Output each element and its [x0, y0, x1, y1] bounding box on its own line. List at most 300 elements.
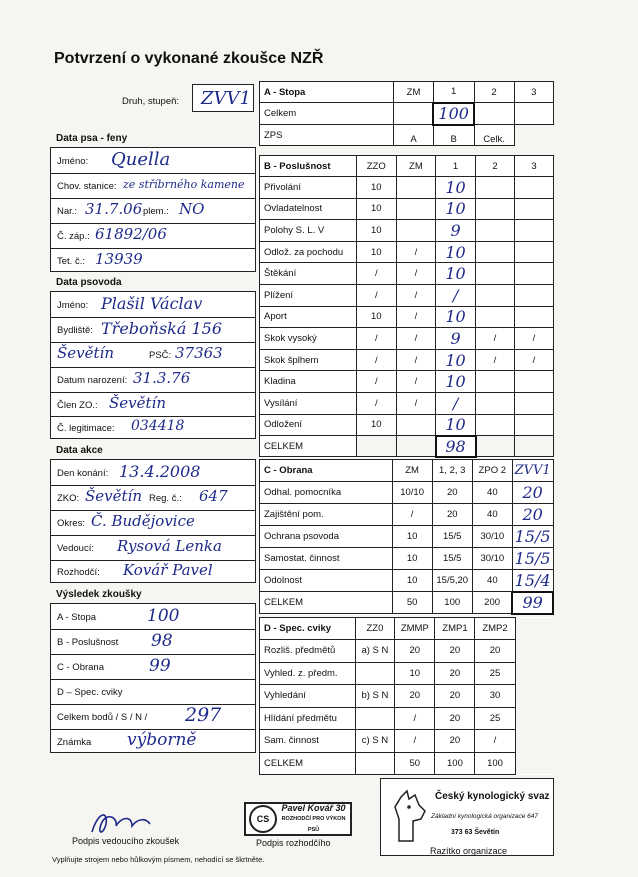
seal-title: Český kynologický svaz [435, 791, 550, 802]
poslusnost-row-3[interactable] [514, 241, 553, 263]
obrana-row-zm: 10 [392, 548, 432, 570]
stopa-zps-a: A [394, 125, 434, 146]
poslusnost-row-1-value: 10 [445, 199, 466, 219]
poslusnost-row-2[interactable] [476, 284, 515, 306]
page-title: Potvrzení o vykonané zkoušce NZŘ [54, 50, 324, 67]
obrana-row-v-value: 15/5 [514, 549, 551, 568]
poslusnost-row-name: Ovladatelnost [260, 198, 357, 220]
poslusnost-row-name: Odlož. za pochodu [260, 241, 357, 263]
spec-row-name: Hlídání předmětu [260, 707, 356, 730]
obrana-header-zpo2: ZPO 2 [472, 460, 512, 482]
seal-city: 373 63 Ševětín [451, 829, 500, 836]
feny-jmeno-label: Jméno: [57, 156, 89, 167]
obrana-header-title: C - Obrana [260, 460, 393, 482]
dog-head-icon [391, 789, 427, 843]
poslusnost-row-3[interactable] [514, 263, 553, 285]
spec-row-zmp2: 25 [475, 662, 515, 685]
stopa-header-row [260, 82, 554, 103]
akce-rozhodci-field[interactable] [51, 560, 255, 583]
spec-row-empty [515, 640, 553, 663]
stopa-celkem-1[interactable] [433, 103, 474, 125]
poslusnost-row-zzo: 10 [356, 414, 396, 436]
poslusnost-row-1-value: 9 [450, 328, 461, 348]
spec-header-zz0: ZZ0 [355, 618, 395, 640]
obrana-row-123: 20 [432, 504, 472, 526]
poslusnost-row-name: Štěkání [260, 263, 357, 285]
spec-row-zmp2: 20 [475, 640, 515, 663]
psovod-jmeno-field[interactable] [51, 292, 255, 318]
spec-row-zmp1: 20 [435, 662, 475, 685]
poslusnost-row-1[interactable] [436, 349, 476, 371]
akce-vedouci-label: Vedoucí: [57, 543, 94, 554]
stopa-celkem-zm[interactable] [394, 103, 434, 125]
vysledek-c-value: 99 [149, 656, 171, 676]
poslusnost-celkem-2 [476, 436, 515, 457]
vysledek-box [50, 603, 256, 753]
stopa-header-2: 2 [474, 82, 514, 103]
vysledek-a-field[interactable] [51, 604, 255, 630]
feny-jmeno-value: Quella [111, 149, 171, 170]
poslusnost-row-1[interactable] [436, 371, 476, 393]
obrana-row-name: Zajištění pom. [260, 504, 393, 526]
poslusnost-row-1-value: 10 [445, 177, 466, 197]
spec-row [260, 640, 554, 663]
feny-nar-label: Nar.: [57, 206, 78, 217]
obrana-row [260, 504, 554, 526]
psovod-mesto-field[interactable] [51, 342, 255, 368]
poslusnost-row-3[interactable] [514, 220, 553, 242]
obrana-celkem-label: CELKEM [260, 592, 393, 614]
poslusnost-celkem-row [260, 436, 554, 457]
poslusnost-row-name: Skok šplhem [260, 349, 357, 371]
poslusnost-row [260, 177, 554, 199]
vysledek-c-label: C - Obrana [57, 662, 104, 673]
poslusnost-header-zzo: ZZO [356, 156, 396, 177]
obrana-row-name: Odolnost [260, 570, 393, 592]
poslusnost-row-zm: / [396, 263, 435, 285]
spec-celkem-zmp1: 100 [435, 752, 475, 774]
poslusnost-header-1: 1 [436, 156, 476, 177]
poslusnost-row [260, 284, 554, 306]
poslusnost-celkem-zzo [356, 436, 396, 457]
spec-row-zmp2: / [475, 730, 515, 753]
poslusnost-row-2[interactable] [476, 414, 515, 436]
spec-row-zmp1: 20 [435, 730, 475, 753]
poslusnost-row [260, 198, 554, 220]
feny-nar-field[interactable] [51, 198, 255, 224]
poslusnost-row-zzo: 10 [356, 241, 396, 263]
spec-row-zz0[interactable]: c) S N [355, 730, 395, 753]
stopa-celkem-label: Celkem [260, 103, 394, 125]
stopa-header-zm: ZM [394, 82, 434, 103]
poslusnost-row-1[interactable] [436, 328, 476, 350]
poslusnost-header-row [260, 156, 554, 177]
poslusnost-row-1-value: / [452, 393, 459, 413]
stamp-sub: ROZHODČÍ PRO VÝKON PSŮ [281, 815, 346, 833]
poslusnost-row-1-value: 10 [445, 415, 466, 435]
section-vysledek: Výsledek zkoušky [56, 589, 142, 600]
poslusnost-row [260, 241, 554, 263]
spec-row-empty [515, 662, 553, 685]
razitko-label: Razítko organizace [430, 846, 508, 856]
feny-plem-label: plem.: [143, 206, 169, 217]
poslusnost-row-1[interactable] [436, 220, 476, 242]
poslusnost-row-1-value: 10 [445, 242, 466, 262]
poslusnost-table [259, 155, 554, 458]
akce-okres-label: Okres: [57, 518, 85, 529]
obrana-celkem-a: 100 [432, 592, 472, 614]
poslusnost-row-zzo: / [356, 263, 396, 285]
psovod-legitimace-value: 034418 [131, 418, 185, 434]
stopa-celkem-value: 100 [438, 104, 469, 123]
spec-row-zmmp: / [395, 707, 435, 730]
vysledek-b-label: B - Poslušnost [57, 637, 119, 648]
akce-box [50, 459, 256, 583]
spec-row [260, 730, 554, 753]
poslusnost-row-2[interactable] [476, 306, 515, 328]
poslusnost-row-zm: / [396, 241, 435, 263]
psovod-legitimace-field[interactable] [51, 416, 255, 439]
vysledek-celkem-label: Celkem bodů / S / N / [57, 712, 148, 723]
poslusnost-row-2[interactable] [476, 263, 515, 285]
vysledek-znamka-label: Známka [57, 737, 92, 748]
feny-jmeno-field[interactable] [51, 148, 255, 174]
poslusnost-row-3[interactable] [514, 177, 553, 199]
poslusnost-row [260, 414, 554, 436]
feny-box [50, 147, 256, 272]
poslusnost-row-1[interactable] [436, 263, 476, 285]
psovod-clen-label: Člen ZO.: [57, 400, 98, 411]
spec-row-empty [515, 685, 553, 708]
spec-table [259, 617, 554, 775]
spec-row-zmp2: 30 [475, 685, 515, 708]
poslusnost-celkem-value: 98 [445, 436, 466, 456]
obrana-row-zpo: 30/10 [472, 548, 512, 570]
obrana-row-v[interactable] [512, 548, 553, 570]
stopa-celkem-2[interactable] [474, 103, 514, 125]
psovod-datum-label: Datum narození: [57, 375, 128, 386]
poslusnost-row [260, 220, 554, 242]
poslusnost-row-1[interactable] [436, 392, 476, 414]
obrana-row-zm: / [392, 504, 432, 526]
spec-row-name: Rozliš. předmětů [260, 640, 356, 663]
vedouci-signature [88, 808, 160, 838]
poslusnost-row-2[interactable] [476, 392, 515, 414]
obrana-row-v-value: 15/4 [514, 570, 551, 590]
spec-row-name: Vyhled. z. předm. [260, 662, 356, 685]
poslusnost-header-2: 2 [476, 156, 515, 177]
poslusnost-row-1-value: 9 [450, 220, 461, 240]
poslusnost-row [260, 371, 554, 393]
stopa-celkem-row [260, 103, 554, 125]
obrana-row-zpo: 40 [472, 570, 512, 592]
akce-reg-value: 647 [199, 487, 228, 505]
stopa-zps-celk: Celk. [474, 125, 514, 146]
poslusnost-row-zm [396, 220, 435, 242]
obrana-row-123: 20 [432, 482, 472, 504]
spec-row-zmp1: 20 [435, 640, 475, 663]
poslusnost-row-zzo: / [356, 349, 396, 371]
obrana-celkem-zpo: 200 [472, 592, 512, 614]
poslusnost-row-3[interactable]: / [514, 328, 553, 350]
druh-field[interactable] [192, 84, 254, 112]
obrana-header-zvv1-value: ZVV1 [514, 463, 551, 478]
feny-tet-label: Tet. č.: [57, 256, 85, 267]
obrana-row-zm: 10 [392, 526, 432, 548]
poslusnost-row-1-value: 10 [445, 264, 466, 284]
spec-celkem-label: CELKEM [260, 752, 356, 774]
spec-row-name: Sam. činnost [260, 730, 356, 753]
obrana-row [260, 548, 554, 570]
vedouci-signature-label: Podpis vedoucího zkoušek [72, 836, 180, 846]
spec-row-zz0[interactable] [355, 662, 395, 685]
obrana-header-row [260, 460, 554, 482]
poslusnost-row-1[interactable] [436, 198, 476, 220]
psovod-bydliste-value: Třeboňská 156 [101, 319, 223, 338]
spec-celkem-empty [515, 752, 553, 774]
vysledek-znamka-field[interactable] [51, 729, 255, 753]
feny-tet-field[interactable] [51, 248, 255, 272]
poslusnost-row-zm: / [396, 306, 435, 328]
vysledek-d-field[interactable] [51, 679, 255, 705]
poslusnost-row-3[interactable] [514, 371, 553, 393]
akce-okres-value: Č. Budějovice [91, 512, 195, 530]
psovod-bydliste-field[interactable] [51, 317, 255, 343]
feny-stanice-value: ze stříbrného kamene [123, 178, 245, 191]
spec-row-zmmp: / [395, 730, 435, 753]
feny-zap-label: Č. záp.: [57, 231, 90, 242]
spec-header-zmmp: ZMMP [395, 618, 435, 640]
poslusnost-row-2[interactable] [476, 177, 515, 199]
poslusnost-row-zzo: 10 [356, 177, 396, 199]
poslusnost-row-zzo: / [356, 392, 396, 414]
poslusnost-row-3[interactable] [514, 414, 553, 436]
poslusnost-row-zm [396, 414, 435, 436]
vysledek-a-label: A - Stopa [57, 612, 97, 623]
obrana-row-v-value: 20 [522, 483, 543, 502]
poslusnost-row-3[interactable] [514, 392, 553, 414]
spec-row [260, 707, 554, 730]
poslusnost-row-1-value: 10 [445, 350, 466, 370]
obrana-celkem-zm: 50 [392, 592, 432, 614]
feny-zap-field[interactable] [51, 223, 255, 249]
section-psovod: Data psovoda [56, 277, 122, 288]
psovod-bydliste-label: Bydliště: [57, 325, 93, 336]
poslusnost-row-1[interactable] [436, 177, 476, 199]
obrana-header-zm: ZM [392, 460, 432, 482]
stopa-zps-row [260, 125, 554, 146]
poslusnost-row-1-value: 10 [445, 307, 466, 327]
stopa-celkem-3[interactable] [514, 103, 553, 125]
poslusnost-row-1[interactable] [436, 414, 476, 436]
feny-stanice-field[interactable] [51, 173, 255, 199]
stopa-zps-empty [514, 125, 553, 146]
feny-tet-value: 13939 [95, 250, 143, 268]
rozhodci-stamp [244, 802, 352, 836]
psovod-psc-value: 37363 [175, 344, 223, 362]
poslusnost-row-1[interactable] [436, 306, 476, 328]
akce-zko-value: Ševětín [85, 487, 142, 505]
vysledek-b-field[interactable] [51, 629, 255, 655]
spec-row-zz0[interactable]: a) S N [355, 640, 395, 663]
poslusnost-row-zzo: 10 [356, 198, 396, 220]
spec-row [260, 662, 554, 685]
akce-den-label: Den konání: [57, 468, 109, 479]
psovod-legitimace-label: Č. legitimace: [57, 423, 115, 434]
poslusnost-row-zzo: / [356, 371, 396, 393]
obrana-celkem-value: 99 [522, 593, 543, 612]
footer-note: Vyplňujte strojem nebo hůlkovým písmem, nehodící se škrtněte. [52, 855, 265, 864]
poslusnost-row-zm: / [396, 392, 435, 414]
poslusnost-row [260, 392, 554, 414]
spec-celkem-zmp2: 100 [475, 752, 515, 774]
poslusnost-row-name: Kladina [260, 371, 357, 393]
akce-rozhodci-label: Rozhodčí: [57, 567, 100, 578]
obrana-celkem-row [260, 592, 554, 614]
spec-row-empty [515, 730, 553, 753]
obrana-row-name: Ochrana psovoda [260, 526, 393, 548]
spec-row-zmmp: 20 [395, 685, 435, 708]
poslusnost-row-zm: / [396, 371, 435, 393]
psovod-jmeno-label: Jméno: [57, 300, 89, 311]
poslusnost-row-name: Skok vysoký [260, 328, 357, 350]
akce-vedouci-value: Rysová Lenka [117, 537, 222, 555]
spec-row-zmmp: 10 [395, 662, 435, 685]
poslusnost-celkem-3 [514, 436, 553, 457]
obrana-row-zm: 10 [392, 570, 432, 592]
poslusnost-row-3[interactable] [514, 198, 553, 220]
feny-zap-value: 61892/06 [95, 225, 167, 243]
stopa-header-1: 1 [433, 82, 474, 103]
poslusnost-row-2[interactable] [476, 220, 515, 242]
spec-header-zmp2: ZMP2 [475, 618, 515, 640]
spec-celkem-row [260, 752, 554, 774]
poslusnost-celkem-zm [396, 436, 435, 457]
spec-row-name: Vyhledání [260, 685, 356, 708]
poslusnost-row-zm: / [396, 284, 435, 306]
poslusnost-celkem-1[interactable] [436, 436, 476, 457]
akce-zko-field[interactable] [51, 485, 255, 511]
stopa-header-title: A - Stopa [260, 82, 394, 103]
obrana-celkem-v[interactable] [512, 592, 553, 614]
obrana-row-123: 15/5 [432, 526, 472, 548]
poslusnost-row-2[interactable]: / [476, 349, 515, 371]
poslusnost-row-name: Plížení [260, 284, 357, 306]
poslusnost-row-2[interactable] [476, 241, 515, 263]
feny-stanice-label: Chov. stanice: [57, 181, 117, 192]
spec-row [260, 685, 554, 708]
psovod-jmeno-value: Plašil Václav [101, 294, 203, 313]
psovod-datum-value: 31.3.76 [133, 369, 191, 387]
poslusnost-row-zm [396, 177, 435, 199]
vysledek-d-label: D – Spec. cviky [57, 687, 123, 698]
akce-okres-field[interactable] [51, 510, 255, 536]
akce-den-value: 13.4.2008 [119, 462, 201, 481]
organization-seal [380, 778, 554, 856]
poslusnost-row-3[interactable]: / [514, 349, 553, 371]
poslusnost-celkem-label: CELKEM [260, 436, 357, 457]
obrana-row-zm: 10/10 [392, 482, 432, 504]
obrana-row-zpo: 30/10 [472, 526, 512, 548]
stopa-zps-b: B [433, 125, 474, 146]
poslusnost-row-name: Odložení [260, 414, 357, 436]
poslusnost-row-zm [396, 198, 435, 220]
stopa-zps-label: ZPS [260, 125, 394, 146]
obrana-row-v[interactable] [512, 526, 553, 548]
rozhodci-signature-label: Podpis rozhodčího [256, 838, 331, 848]
poslusnost-row-2[interactable] [476, 198, 515, 220]
stamp-logo-icon: CS [249, 805, 277, 833]
spec-header-row [260, 618, 554, 640]
akce-reg-label: Reg. č.: [149, 493, 182, 504]
poslusnost-row-2[interactable] [476, 371, 515, 393]
poslusnost-row-name: Přivolání [260, 177, 357, 199]
spec-celkem-zz0 [355, 752, 395, 774]
obrana-row [260, 570, 554, 592]
vysledek-c-field[interactable] [51, 654, 255, 680]
druh-label: Druh, stupeň: [122, 96, 180, 107]
akce-vedouci-field[interactable] [51, 535, 255, 561]
obrana-row-v-value: 15/5 [514, 527, 551, 546]
spec-header-empty [515, 618, 553, 640]
obrana-row-123: 15/5,20 [432, 570, 472, 592]
poslusnost-row-1[interactable] [436, 241, 476, 263]
poslusnost-row-3[interactable] [514, 306, 553, 328]
vysledek-b-value: 98 [151, 631, 173, 651]
vysledek-celkem-field[interactable] [51, 704, 255, 730]
psovod-datum-field[interactable] [51, 367, 255, 393]
spec-row-zz0[interactable] [355, 707, 395, 730]
poslusnost-row-zzo: 10 [356, 306, 396, 328]
spec-row-empty [515, 707, 553, 730]
poslusnost-row-zm: / [396, 328, 435, 350]
spec-row-zmp1: 20 [435, 707, 475, 730]
druh-value: ZVV1 [201, 88, 251, 109]
obrana-row-123: 15/5 [432, 548, 472, 570]
obrana-row-name: Odhal. pomocníka [260, 482, 393, 504]
poslusnost-row-name: Vysílání [260, 392, 357, 414]
psovod-mesto-value: Ševětín [57, 344, 114, 362]
poslusnost-row-3[interactable] [514, 284, 553, 306]
akce-den-field[interactable] [51, 460, 255, 486]
poslusnost-row-zzo: / [356, 328, 396, 350]
poslusnost-row-name: Aport [260, 306, 357, 328]
poslusnost-row-zzo: / [356, 284, 396, 306]
obrana-row-zpo: 40 [472, 504, 512, 526]
stamp-name: Pavel Kovář 30 [281, 802, 346, 813]
spec-row-zz0[interactable]: b) S N [355, 685, 395, 708]
feny-plem-value: NO [179, 200, 205, 218]
spec-header-zmp1: ZMP1 [435, 618, 475, 640]
spec-row-zmp1: 20 [435, 685, 475, 708]
obrana-row-v-value: 20 [522, 505, 543, 524]
psovod-clen-field[interactable] [51, 392, 255, 417]
poslusnost-header-title: B - Poslušnost [260, 156, 357, 177]
poslusnost-row-zzo: 10 [356, 220, 396, 242]
stopa-table [259, 81, 554, 146]
poslusnost-row-1-value: / [452, 285, 459, 305]
obrana-table [259, 459, 554, 615]
feny-nar-value: 31.7.06 [85, 200, 143, 218]
obrana-row-v[interactable] [512, 482, 553, 504]
obrana-row-v[interactable] [512, 570, 553, 592]
obrana-row [260, 526, 554, 548]
obrana-row-v[interactable] [512, 504, 553, 526]
section-akce: Data akce [56, 445, 103, 456]
poslusnost-row-2[interactable]: / [476, 328, 515, 350]
poslusnost-row-1[interactable] [436, 284, 476, 306]
poslusnost-row-name: Polohy S. L. V [260, 220, 357, 242]
